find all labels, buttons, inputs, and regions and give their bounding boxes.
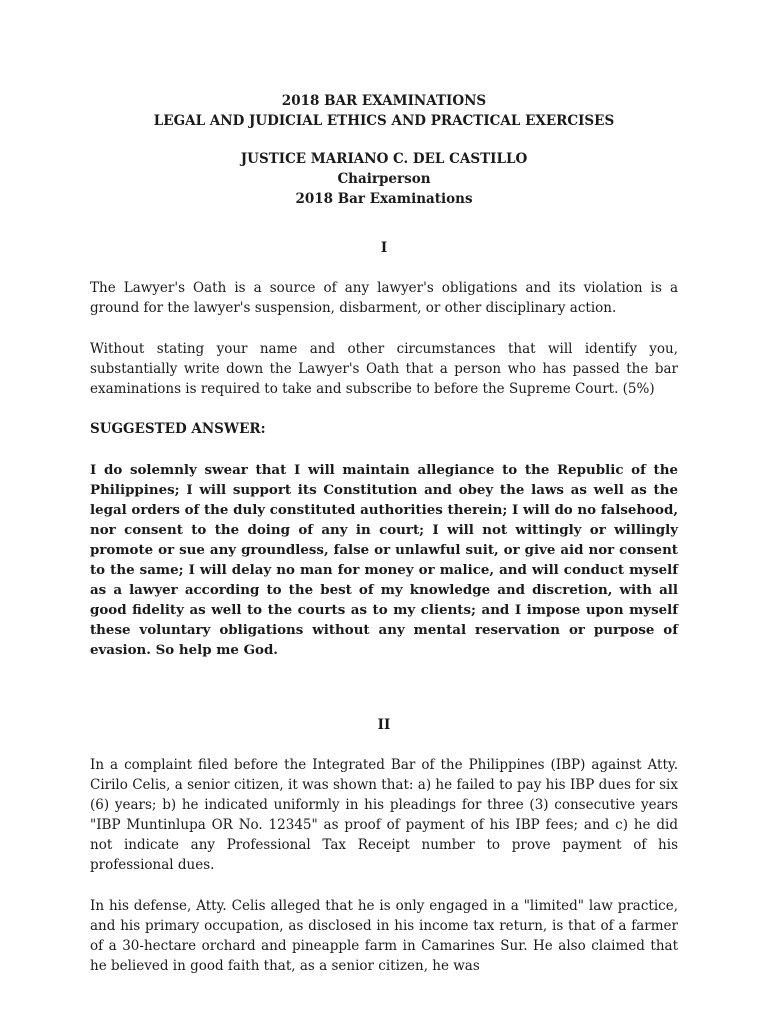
question-1-prompt: Without stating your name and other circumstances that will identify you, substantially write down the Lawyer's Oath that a person who has passed the bar examinations is required to take and subscribe to before the Supreme Court. (5%) (90, 341, 678, 397)
page-bottom-edge (0, 1012, 768, 1024)
question-2-defense: In his defense, Atty. Celis alleged that he is only engaged in a "limited" law practice, and his primary occupation, as disclosed in his income tax return, is that of a farmer of a 30-hectare orchard and pineapple farm in Camarines Sur. He also claimed that he believed in good faith that, as a senior citizen, he was (90, 898, 678, 974)
exam-subject: LEGAL AND JUDICIAL ETHICS AND PRACTICAL EXERCISES (153, 113, 615, 129)
lawyers-oath-answer: I do solemnly swear that I will maintain allegiance to the Republic of the Philippines; I will support its Constitution and obey the laws as well as the legal orders of the duly constituted authorities therein; I will do no falsehood, nor consent to the doing of any in court; I will not wittingly or willingly promote or sue any groundless, false or unlawful suit, or give aid nor consent to the same; I will delay no man for money or malice, and will conduct myself as a lawyer according to the best of my knowledge and discretion, with all good fidelity as well to the courts as to my clients; and I impose upon myself these voluntary obligations without any mental reservation or purpose of evasion. So help me God. (90, 462, 678, 658)
chairperson-name: JUSTICE MARIANO C. DEL CASTILLO (240, 151, 528, 167)
question-1-intro: The Lawyer's Oath is a source of any lawyer's obligations and its violation is a ground for the lawyer's suspension, disbarment, or other disciplinary action. (90, 280, 678, 316)
question-2-facts: In a complaint filed before the Integrated Bar of the Philippines (IBP) against Atty. Cirilo Celis, a senior citizen, it was shown that: a) he failed to pay his IBP dues for six (6) years; b) he indicated uniformly in his pleadings for three (3) consecutive years "IBP Muntinlupa OR No. 12345" as proof of payment of his IBP fees; and c) he did not indicate any Professional Tax Receipt number to prove payment of his professional dues. (90, 757, 678, 873)
question-number-1: I (380, 240, 388, 256)
chairperson-exam: 2018 Bar Examinations (295, 191, 473, 207)
question-number-2: II (377, 717, 391, 733)
exam-title: 2018 BAR EXAMINATIONS (281, 93, 487, 109)
suggested-answer-label: SUGGESTED ANSWER: (90, 421, 266, 437)
chairperson-role: Chairperson (337, 171, 431, 187)
